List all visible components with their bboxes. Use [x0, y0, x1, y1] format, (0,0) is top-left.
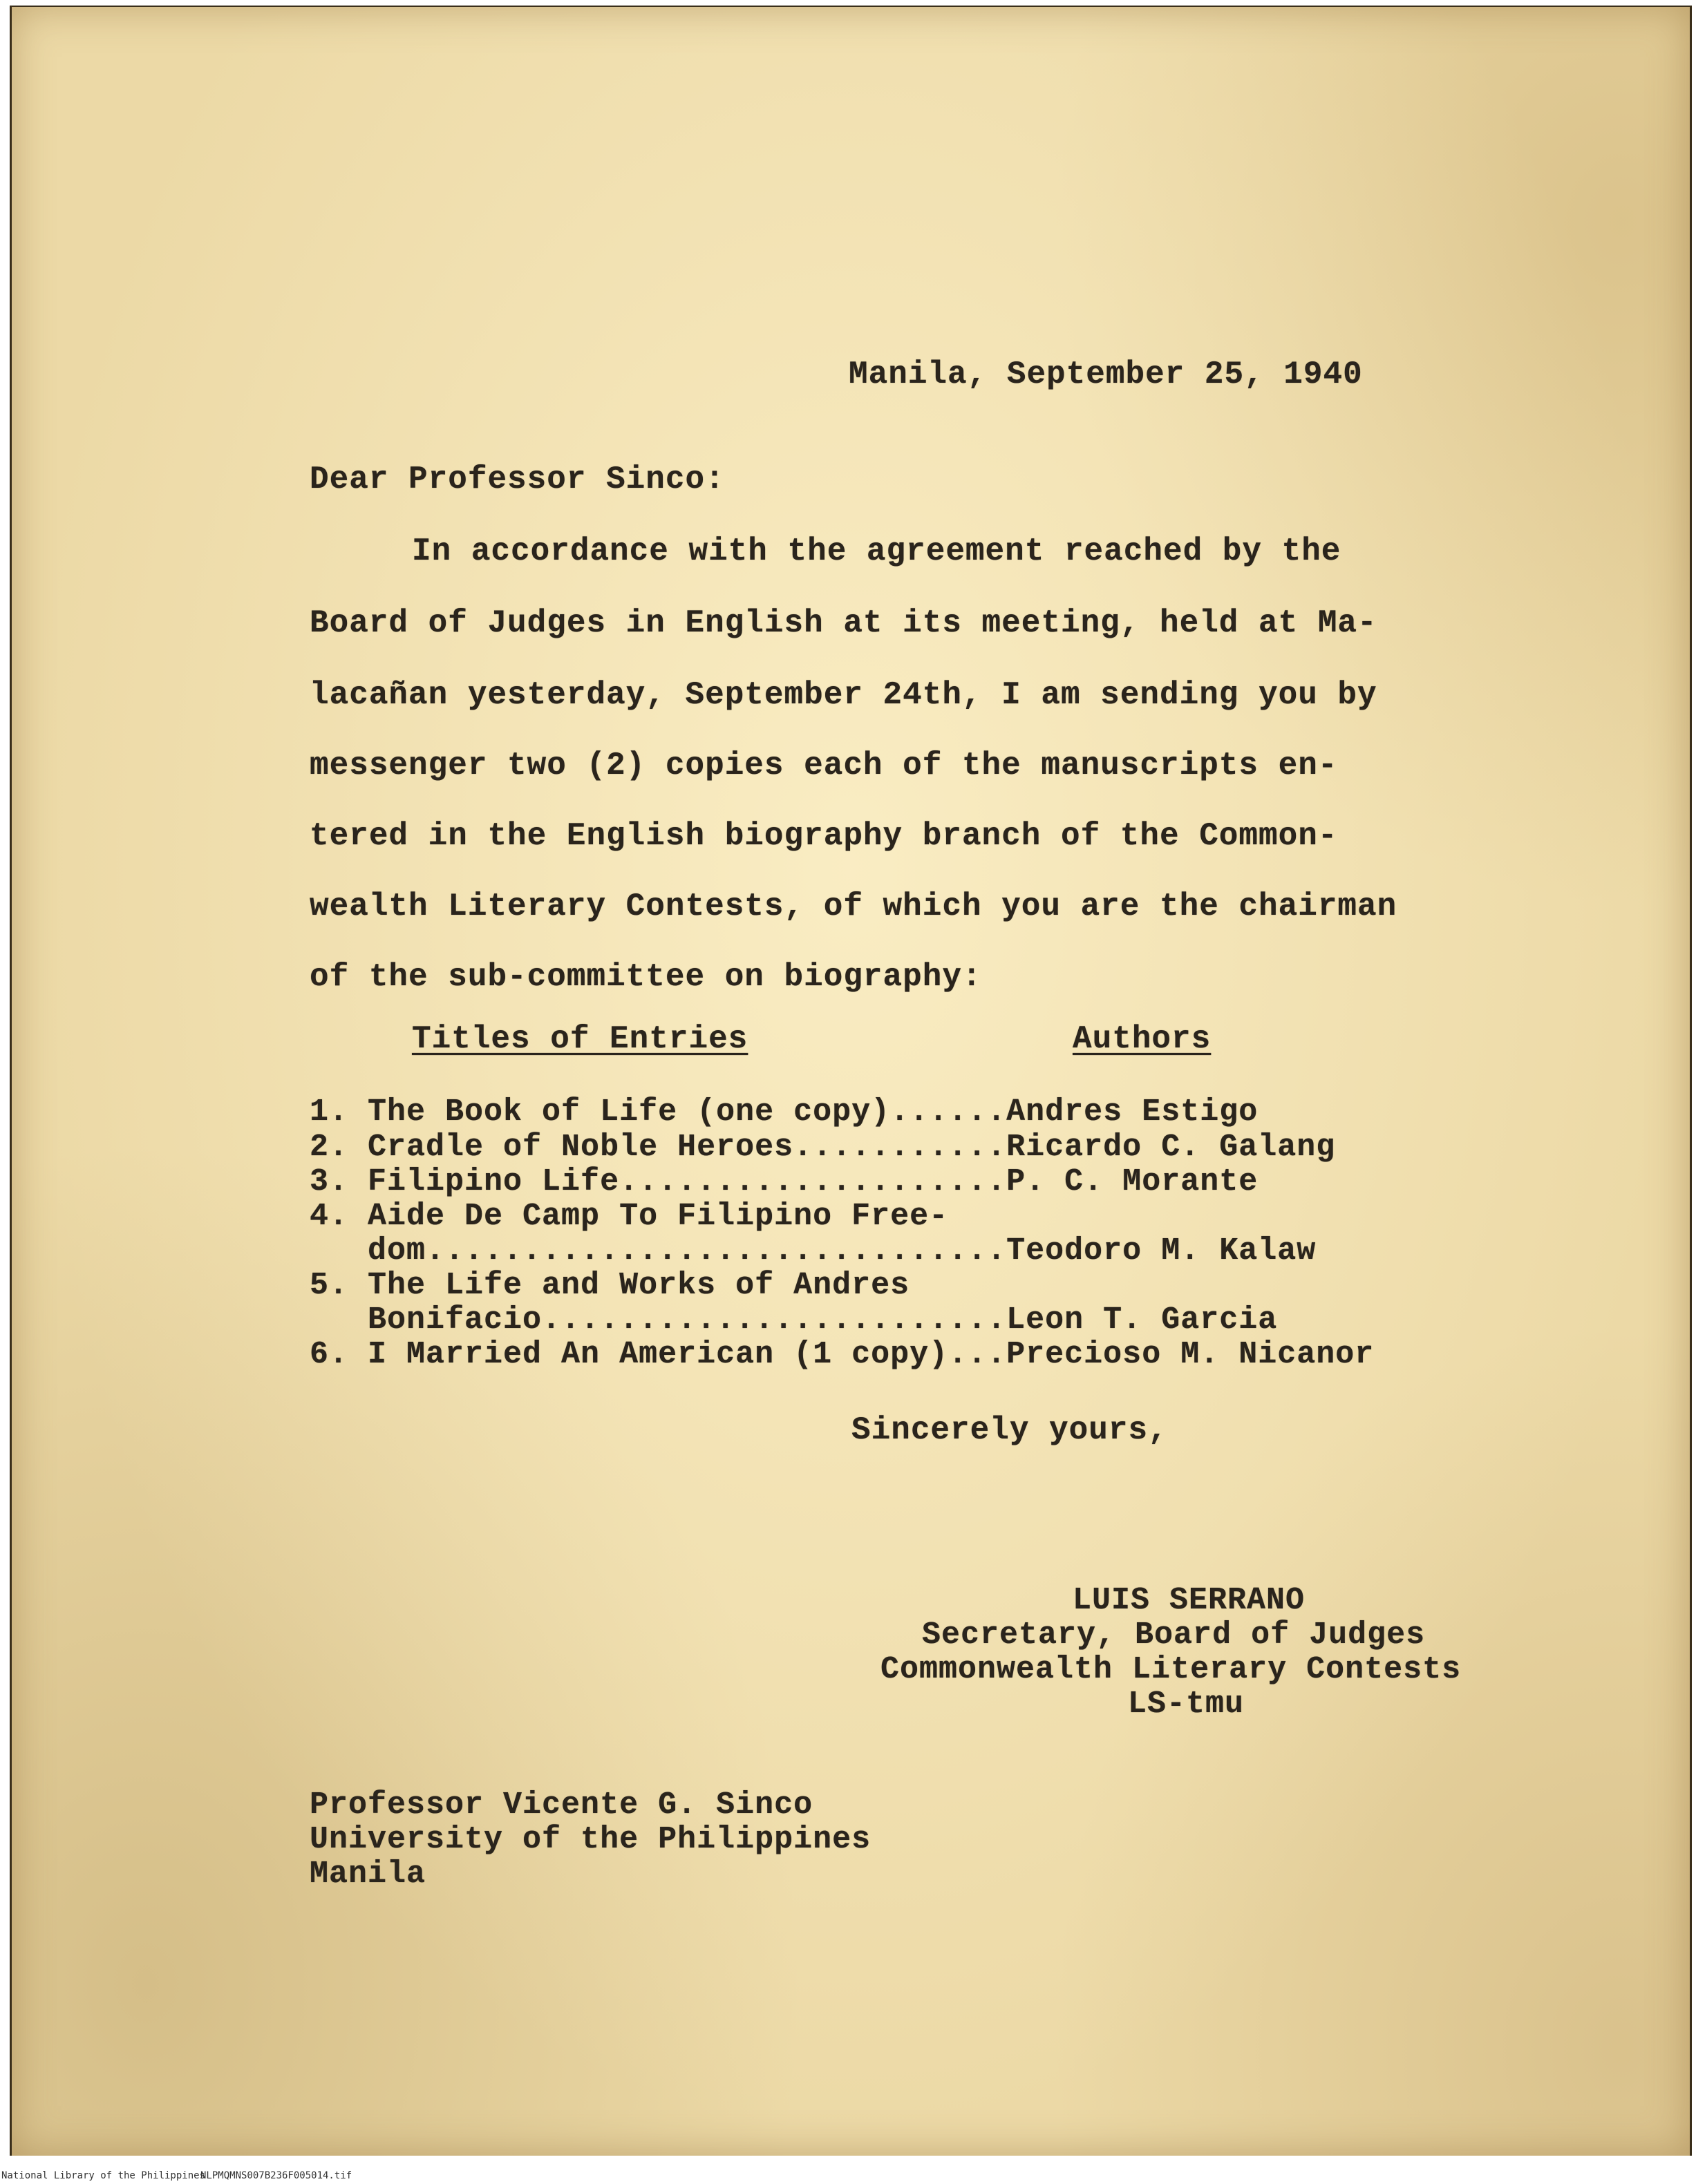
- closing: Sincerely yours,: [851, 1412, 1168, 1448]
- body-line-7: of the sub-committee on biography:: [310, 959, 982, 995]
- body-line-1: In accordance with the agreement reached by the: [412, 533, 1341, 569]
- footer-file-id: NLPMQMNS007B236F005014.tif: [200, 2170, 352, 2181]
- entry-5-line-2: Bonifacio........................Leon T. Garcia: [310, 1302, 1278, 1338]
- entry-5-line-1: 5. The Life and Works of Andres: [310, 1268, 910, 1303]
- footer-institution: National Library of the Philippines: [1, 2170, 206, 2181]
- body-line-5: tered in the English biography branch of the Common-: [310, 818, 1338, 854]
- signer-name: LUIS SERRANO: [1073, 1583, 1306, 1618]
- signer-organization: Commonwealth Literary Contests: [880, 1652, 1462, 1687]
- date-line: Manila, September 25, 1940: [849, 357, 1363, 392]
- entry-2: 2. Cradle of Noble Heroes...........Ricardo C. Galang: [310, 1130, 1336, 1165]
- recipient-institution: University of the Philippines: [310, 1822, 871, 1857]
- body-line-2: Board of Judges in English at its meeting, held at Ma-: [310, 605, 1377, 641]
- titles-header: Titles of Entries: [412, 1021, 748, 1057]
- body-line-6: wealth Literary Contests, of which you are the chairman: [310, 889, 1397, 924]
- entry-3: 3. Filipino Life....................P. C. Morante: [310, 1164, 1259, 1199]
- reference-initials: LS-tmu: [1128, 1687, 1245, 1722]
- entry-6: 6. I Married An American (1 copy)...Precioso M. Nicanor: [310, 1337, 1375, 1372]
- salutation: Dear Professor Sinco:: [310, 462, 725, 497]
- entry-1: 1. The Book of Life (one copy)......Andres Estigo: [310, 1094, 1259, 1130]
- body-line-4: messenger two (2) copies each of the manuscripts en-: [310, 748, 1338, 784]
- entry-4-line-1: 4. Aide De Camp To Filipino Free-: [310, 1199, 949, 1234]
- recipient-city: Manila: [310, 1857, 426, 1892]
- authors-header: Authors: [1073, 1021, 1212, 1057]
- entry-4-line-2: dom..............................Teodoro M. Kalaw: [310, 1233, 1317, 1269]
- body-line-3: lacañan yesterday, September 24th, I am sending you by: [310, 677, 1377, 713]
- signer-title: Secretary, Board of Judges: [922, 1617, 1426, 1653]
- recipient-name: Professor Vicente G. Sinco: [310, 1787, 813, 1823]
